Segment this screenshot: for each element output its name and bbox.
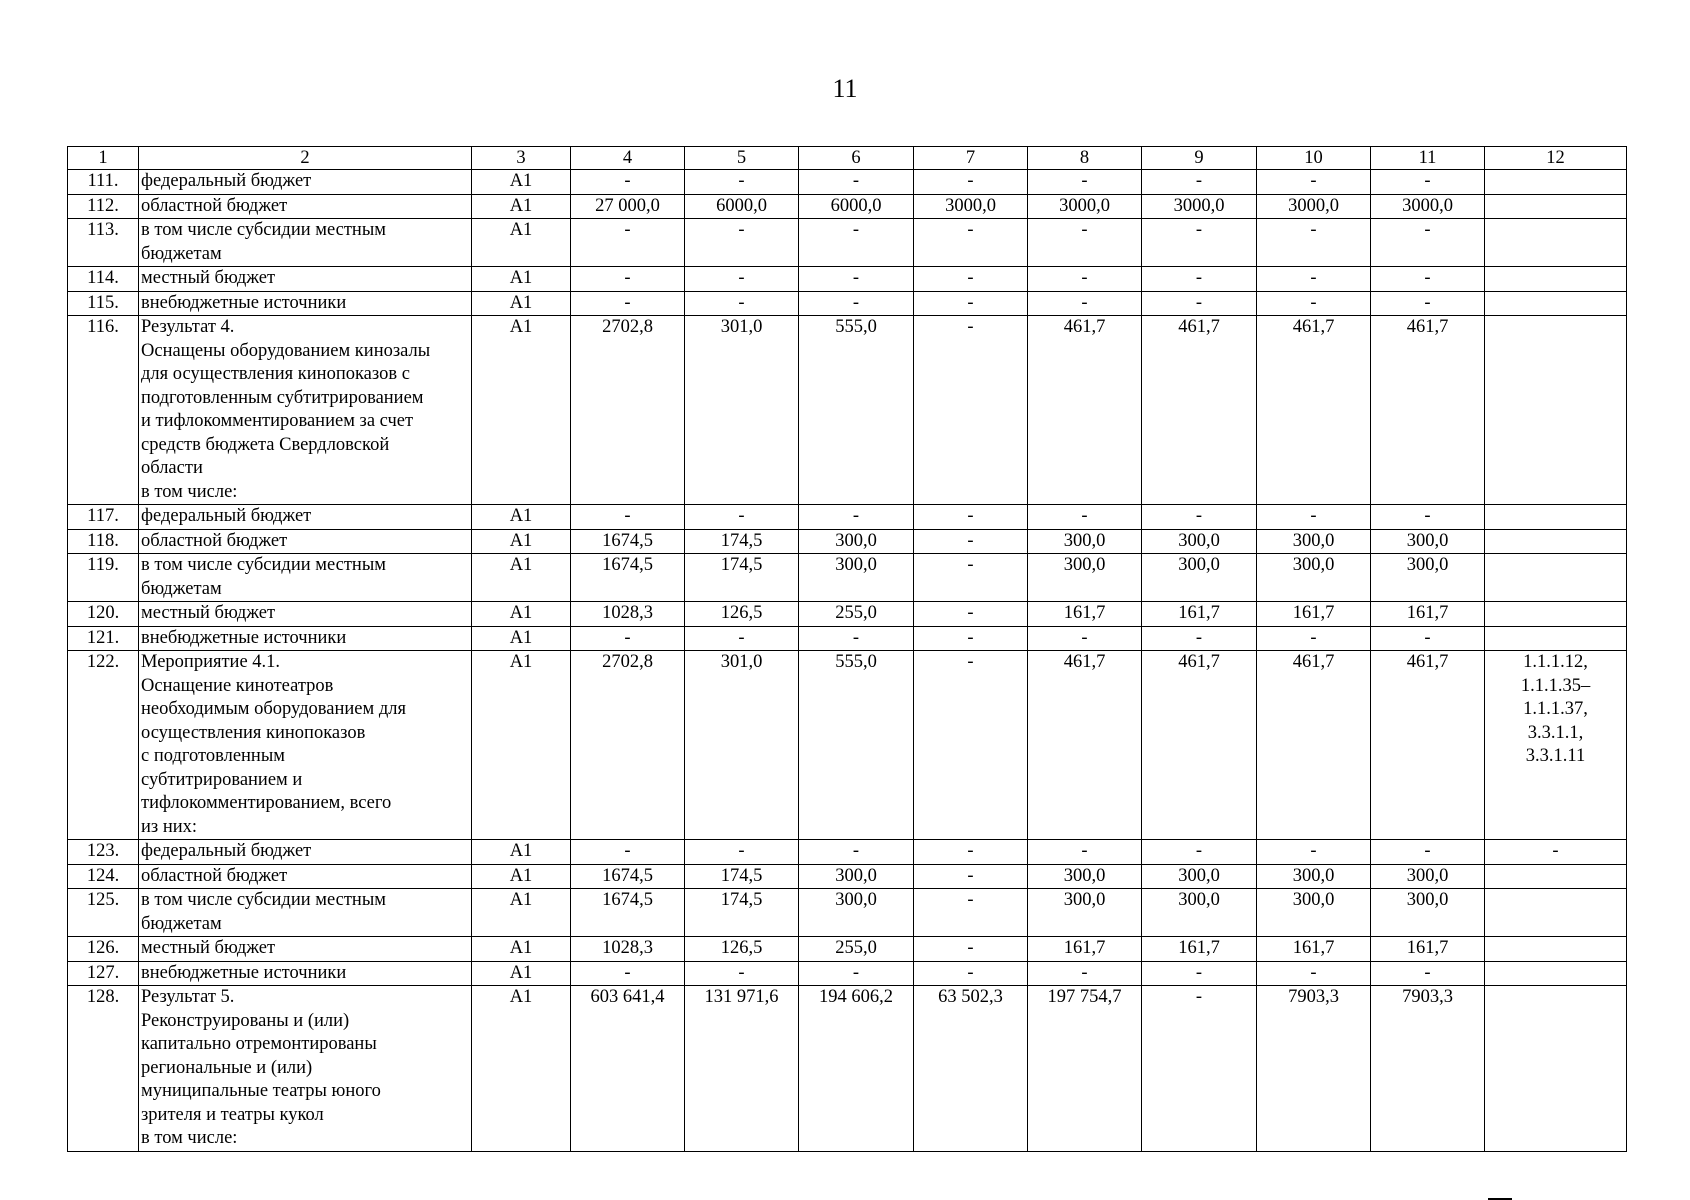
value-cell: 161,7 bbox=[1142, 937, 1257, 962]
value-cell: - bbox=[1142, 626, 1257, 651]
value-cell: - bbox=[1142, 505, 1257, 530]
row-code: А1 bbox=[472, 554, 571, 602]
value-cell: - bbox=[1257, 840, 1371, 865]
value-cell: 461,7 bbox=[1028, 651, 1142, 840]
row-number: 116. bbox=[68, 316, 139, 505]
value-cell: - bbox=[1371, 840, 1485, 865]
value-cell: - bbox=[799, 291, 914, 316]
value-cell: 461,7 bbox=[1142, 316, 1257, 505]
value-cell: 300,0 bbox=[1142, 554, 1257, 602]
value-cell: 3000,0 bbox=[1142, 194, 1257, 219]
column-header: 6 bbox=[799, 147, 914, 170]
row-code: А1 bbox=[472, 194, 571, 219]
value-cell: 300,0 bbox=[799, 529, 914, 554]
value-cell: - bbox=[1028, 219, 1142, 267]
value-cell: 161,7 bbox=[1028, 602, 1142, 627]
table-row bbox=[68, 529, 1627, 554]
column-header: 8 bbox=[1028, 147, 1142, 170]
table-row bbox=[68, 505, 1627, 530]
row-number: 118. bbox=[68, 529, 139, 554]
row-code: А1 bbox=[472, 626, 571, 651]
value-cell: 3000,0 bbox=[1371, 194, 1485, 219]
value-cell: - bbox=[685, 291, 799, 316]
value-cell: 1028,3 bbox=[571, 937, 685, 962]
value-cell: 174,5 bbox=[685, 889, 799, 937]
reference-cell bbox=[1485, 316, 1627, 505]
reference-cell bbox=[1485, 291, 1627, 316]
value-cell: 461,7 bbox=[1371, 316, 1485, 505]
value-cell: - bbox=[914, 602, 1028, 627]
value-cell: 300,0 bbox=[1142, 529, 1257, 554]
value-cell: - bbox=[914, 961, 1028, 986]
reference-cell bbox=[1485, 267, 1627, 292]
value-cell: - bbox=[1028, 626, 1142, 651]
value-cell: 2702,8 bbox=[571, 316, 685, 505]
value-cell: 300,0 bbox=[1142, 889, 1257, 937]
value-cell: - bbox=[799, 170, 914, 195]
row-number: 117. bbox=[68, 505, 139, 530]
value-cell: 6000,0 bbox=[799, 194, 914, 219]
table-row bbox=[68, 651, 1627, 840]
value-cell: 603 641,4 bbox=[571, 986, 685, 1152]
value-cell: - bbox=[685, 626, 799, 651]
table-row bbox=[68, 602, 1627, 627]
row-code: А1 bbox=[472, 602, 571, 627]
value-cell: 300,0 bbox=[1371, 889, 1485, 937]
reference-cell bbox=[1485, 937, 1627, 962]
value-cell: - bbox=[1257, 291, 1371, 316]
value-cell: 255,0 bbox=[799, 937, 914, 962]
value-cell: 555,0 bbox=[799, 651, 914, 840]
value-cell: 161,7 bbox=[1257, 937, 1371, 962]
value-cell: - bbox=[1028, 961, 1142, 986]
table-row bbox=[68, 194, 1627, 219]
value-cell: 300,0 bbox=[1028, 554, 1142, 602]
column-header: 12 bbox=[1485, 147, 1627, 170]
value-cell: 461,7 bbox=[1028, 316, 1142, 505]
value-cell: 461,7 bbox=[1257, 316, 1371, 505]
value-cell: - bbox=[1257, 170, 1371, 195]
row-code: А1 bbox=[472, 219, 571, 267]
value-cell: 161,7 bbox=[1257, 602, 1371, 627]
value-cell: - bbox=[1371, 505, 1485, 530]
value-cell: - bbox=[1257, 219, 1371, 267]
row-code: А1 bbox=[472, 267, 571, 292]
value-cell: 3000,0 bbox=[1257, 194, 1371, 219]
table-row bbox=[68, 986, 1627, 1152]
reference-cell bbox=[1485, 554, 1627, 602]
row-code: А1 bbox=[472, 651, 571, 840]
row-name: федеральный бюджет bbox=[139, 505, 472, 530]
value-cell: - bbox=[914, 651, 1028, 840]
row-number: 120. bbox=[68, 602, 139, 627]
row-code: А1 bbox=[472, 840, 571, 865]
row-code: А1 bbox=[472, 937, 571, 962]
value-cell: 161,7 bbox=[1371, 602, 1485, 627]
value-cell: - bbox=[571, 291, 685, 316]
table-row bbox=[68, 267, 1627, 292]
row-number: 114. bbox=[68, 267, 139, 292]
value-cell: - bbox=[799, 840, 914, 865]
column-header: 3 bbox=[472, 147, 571, 170]
value-cell: - bbox=[914, 505, 1028, 530]
value-cell: - bbox=[571, 840, 685, 865]
value-cell: - bbox=[685, 961, 799, 986]
value-cell: 161,7 bbox=[1142, 602, 1257, 627]
value-cell: 301,0 bbox=[685, 316, 799, 505]
value-cell: 7903,3 bbox=[1371, 986, 1485, 1152]
reference-cell: 1.1.1.12, 1.1.1.35– 1.1.1.37, 3.3.1.1, 3.3.1.11 bbox=[1485, 651, 1627, 840]
value-cell: 300,0 bbox=[1028, 864, 1142, 889]
value-cell: 1028,3 bbox=[571, 602, 685, 627]
value-cell: 300,0 bbox=[1257, 529, 1371, 554]
value-cell: - bbox=[1371, 961, 1485, 986]
value-cell: 300,0 bbox=[799, 864, 914, 889]
value-cell: - bbox=[685, 219, 799, 267]
reference-cell bbox=[1485, 194, 1627, 219]
value-cell: - bbox=[1257, 505, 1371, 530]
reference-cell bbox=[1485, 505, 1627, 530]
row-code: А1 bbox=[472, 529, 571, 554]
column-header: 5 bbox=[685, 147, 799, 170]
value-cell: 161,7 bbox=[1028, 937, 1142, 962]
value-cell: - bbox=[1142, 840, 1257, 865]
value-cell: - bbox=[1028, 840, 1142, 865]
value-cell: 126,5 bbox=[685, 602, 799, 627]
value-cell: - bbox=[914, 840, 1028, 865]
table-row bbox=[68, 219, 1627, 267]
row-code: А1 bbox=[472, 864, 571, 889]
value-cell: 300,0 bbox=[1257, 889, 1371, 937]
value-cell: - bbox=[914, 937, 1028, 962]
row-number: 123. bbox=[68, 840, 139, 865]
reference-cell bbox=[1485, 626, 1627, 651]
table-row bbox=[68, 554, 1627, 602]
value-cell: 461,7 bbox=[1142, 651, 1257, 840]
table-row bbox=[68, 961, 1627, 986]
row-number: 115. bbox=[68, 291, 139, 316]
value-cell: - bbox=[914, 554, 1028, 602]
reference-cell bbox=[1485, 529, 1627, 554]
row-number: 111. bbox=[68, 170, 139, 195]
table-row bbox=[68, 291, 1627, 316]
value-cell: - bbox=[799, 505, 914, 530]
value-cell: 3000,0 bbox=[914, 194, 1028, 219]
row-number: 126. bbox=[68, 937, 139, 962]
table-row bbox=[68, 626, 1627, 651]
value-cell: - bbox=[1371, 219, 1485, 267]
column-header: 9 bbox=[1142, 147, 1257, 170]
row-name: внебюджетные источники bbox=[139, 961, 472, 986]
value-cell: - bbox=[914, 889, 1028, 937]
value-cell: 174,5 bbox=[685, 864, 799, 889]
row-name: федеральный бюджет bbox=[139, 170, 472, 195]
row-name: внебюджетные источники bbox=[139, 291, 472, 316]
value-cell: - bbox=[685, 170, 799, 195]
value-cell: - bbox=[1028, 170, 1142, 195]
table-row bbox=[68, 170, 1627, 195]
row-number: 113. bbox=[68, 219, 139, 267]
value-cell: 300,0 bbox=[1028, 889, 1142, 937]
value-cell: - bbox=[1028, 505, 1142, 530]
reference-cell bbox=[1485, 170, 1627, 195]
value-cell: - bbox=[914, 626, 1028, 651]
value-cell: 300,0 bbox=[799, 889, 914, 937]
budget-table bbox=[67, 146, 1627, 1152]
value-cell: - bbox=[914, 864, 1028, 889]
column-header: 2 bbox=[139, 147, 472, 170]
value-cell: - bbox=[571, 170, 685, 195]
value-cell: - bbox=[685, 267, 799, 292]
value-cell: 174,5 bbox=[685, 529, 799, 554]
value-cell: - bbox=[1257, 267, 1371, 292]
value-cell: - bbox=[799, 219, 914, 267]
column-header: 10 bbox=[1257, 147, 1371, 170]
value-cell: 1674,5 bbox=[571, 864, 685, 889]
row-number: 125. bbox=[68, 889, 139, 937]
row-code: А1 bbox=[472, 961, 571, 986]
value-cell: - bbox=[914, 529, 1028, 554]
value-cell: 1674,5 bbox=[571, 889, 685, 937]
value-cell: 461,7 bbox=[1371, 651, 1485, 840]
value-cell: - bbox=[1142, 986, 1257, 1152]
value-cell: 2702,8 bbox=[571, 651, 685, 840]
value-cell: 161,7 bbox=[1371, 937, 1485, 962]
row-number: 127. bbox=[68, 961, 139, 986]
row-name: Мероприятие 4.1. Оснащение кинотеатров необходимым оборудованием для осуществления кинопоказов с подготовленным субтитрированием и тифлокомментированием, всего из них: bbox=[139, 651, 472, 840]
value-cell: 300,0 bbox=[1371, 864, 1485, 889]
value-cell: 27 000,0 bbox=[571, 194, 685, 219]
row-name: федеральный бюджет bbox=[139, 840, 472, 865]
reference-cell bbox=[1485, 961, 1627, 986]
value-cell: - bbox=[685, 505, 799, 530]
row-code: А1 bbox=[472, 291, 571, 316]
table-row bbox=[68, 937, 1627, 962]
value-cell: - bbox=[1142, 961, 1257, 986]
header-row bbox=[68, 147, 1627, 170]
row-name: областной бюджет bbox=[139, 194, 472, 219]
row-code: А1 bbox=[472, 505, 571, 530]
row-name: в том числе субсидии местным бюджетам bbox=[139, 889, 472, 937]
table-row bbox=[68, 316, 1627, 505]
value-cell: 6000,0 bbox=[685, 194, 799, 219]
row-number: 121. bbox=[68, 626, 139, 651]
value-cell: 197 754,7 bbox=[1028, 986, 1142, 1152]
row-code: А1 bbox=[472, 986, 571, 1152]
value-cell: 461,7 bbox=[1257, 651, 1371, 840]
row-name: местный бюджет bbox=[139, 267, 472, 292]
row-name: местный бюджет bbox=[139, 602, 472, 627]
table-row bbox=[68, 864, 1627, 889]
value-cell: - bbox=[1371, 291, 1485, 316]
row-name: Результат 5. Реконструированы и (или) капитально отремонтированы региональные и (или) муниципальные театры юного зрителя и театры кукол в том числе: bbox=[139, 986, 472, 1152]
value-cell: - bbox=[799, 961, 914, 986]
value-cell: - bbox=[1371, 170, 1485, 195]
value-cell: 300,0 bbox=[1028, 529, 1142, 554]
value-cell: 126,5 bbox=[685, 937, 799, 962]
value-cell: - bbox=[1142, 170, 1257, 195]
value-cell: 300,0 bbox=[1371, 529, 1485, 554]
row-code: А1 bbox=[472, 316, 571, 505]
reference-cell bbox=[1485, 219, 1627, 267]
row-code: А1 bbox=[472, 170, 571, 195]
column-header: 4 bbox=[571, 147, 685, 170]
reference-cell: - bbox=[1485, 840, 1627, 865]
value-cell: 131 971,6 bbox=[685, 986, 799, 1152]
value-cell: 63 502,3 bbox=[914, 986, 1028, 1152]
value-cell: 1674,5 bbox=[571, 529, 685, 554]
reference-cell bbox=[1485, 864, 1627, 889]
value-cell: - bbox=[914, 316, 1028, 505]
row-name: областной бюджет bbox=[139, 529, 472, 554]
value-cell: - bbox=[1257, 626, 1371, 651]
value-cell: - bbox=[914, 267, 1028, 292]
value-cell: 7903,3 bbox=[1257, 986, 1371, 1152]
value-cell: 255,0 bbox=[799, 602, 914, 627]
value-cell: 194 606,2 bbox=[799, 986, 914, 1152]
row-name: Результат 4. Оснащены оборудованием кинозалы для осуществления кинопоказов с подготовленным субтитрированием и тифлокомментированием за счет средств бюджета Свердловской области в том числе: bbox=[139, 316, 472, 505]
row-name: местный бюджет bbox=[139, 937, 472, 962]
row-number: 128. bbox=[68, 986, 139, 1152]
value-cell: - bbox=[685, 840, 799, 865]
value-cell: - bbox=[1142, 291, 1257, 316]
value-cell: - bbox=[799, 267, 914, 292]
value-cell: - bbox=[1142, 267, 1257, 292]
value-cell: - bbox=[914, 170, 1028, 195]
value-cell: 301,0 bbox=[685, 651, 799, 840]
value-cell: - bbox=[571, 219, 685, 267]
page-number: 11 bbox=[832, 74, 858, 103]
row-name: областной бюджет bbox=[139, 864, 472, 889]
reference-cell bbox=[1485, 602, 1627, 627]
value-cell: 300,0 bbox=[1257, 864, 1371, 889]
value-cell: 1674,5 bbox=[571, 554, 685, 602]
table-row bbox=[68, 889, 1627, 937]
row-number: 122. bbox=[68, 651, 139, 840]
value-cell: 300,0 bbox=[1371, 554, 1485, 602]
value-cell: - bbox=[914, 291, 1028, 316]
value-cell: - bbox=[571, 505, 685, 530]
value-cell: - bbox=[1028, 291, 1142, 316]
value-cell: 3000,0 bbox=[1028, 194, 1142, 219]
value-cell: - bbox=[799, 626, 914, 651]
value-cell: 174,5 bbox=[685, 554, 799, 602]
row-number: 124. bbox=[68, 864, 139, 889]
value-cell: - bbox=[571, 267, 685, 292]
value-cell: - bbox=[1371, 626, 1485, 651]
value-cell: - bbox=[1028, 267, 1142, 292]
reference-cell bbox=[1485, 889, 1627, 937]
value-cell: 555,0 bbox=[799, 316, 914, 505]
table-row bbox=[68, 840, 1627, 865]
column-header: 7 bbox=[914, 147, 1028, 170]
value-cell: - bbox=[571, 961, 685, 986]
row-number: 112. bbox=[68, 194, 139, 219]
value-cell: - bbox=[1142, 219, 1257, 267]
row-name: в том числе субсидии местным бюджетам bbox=[139, 554, 472, 602]
value-cell: - bbox=[1371, 267, 1485, 292]
value-cell: - bbox=[571, 626, 685, 651]
column-header: 1 bbox=[68, 147, 139, 170]
reference-cell bbox=[1485, 986, 1627, 1152]
value-cell: - bbox=[1257, 961, 1371, 986]
row-number: 119. bbox=[68, 554, 139, 602]
row-name: внебюджетные источники bbox=[139, 626, 472, 651]
value-cell: 300,0 bbox=[799, 554, 914, 602]
column-header: 11 bbox=[1371, 147, 1485, 170]
row-code: А1 bbox=[472, 889, 571, 937]
value-cell: - bbox=[914, 219, 1028, 267]
row-name: в том числе субсидии местным бюджетам bbox=[139, 219, 472, 267]
value-cell: 300,0 bbox=[1142, 864, 1257, 889]
value-cell: 300,0 bbox=[1257, 554, 1371, 602]
